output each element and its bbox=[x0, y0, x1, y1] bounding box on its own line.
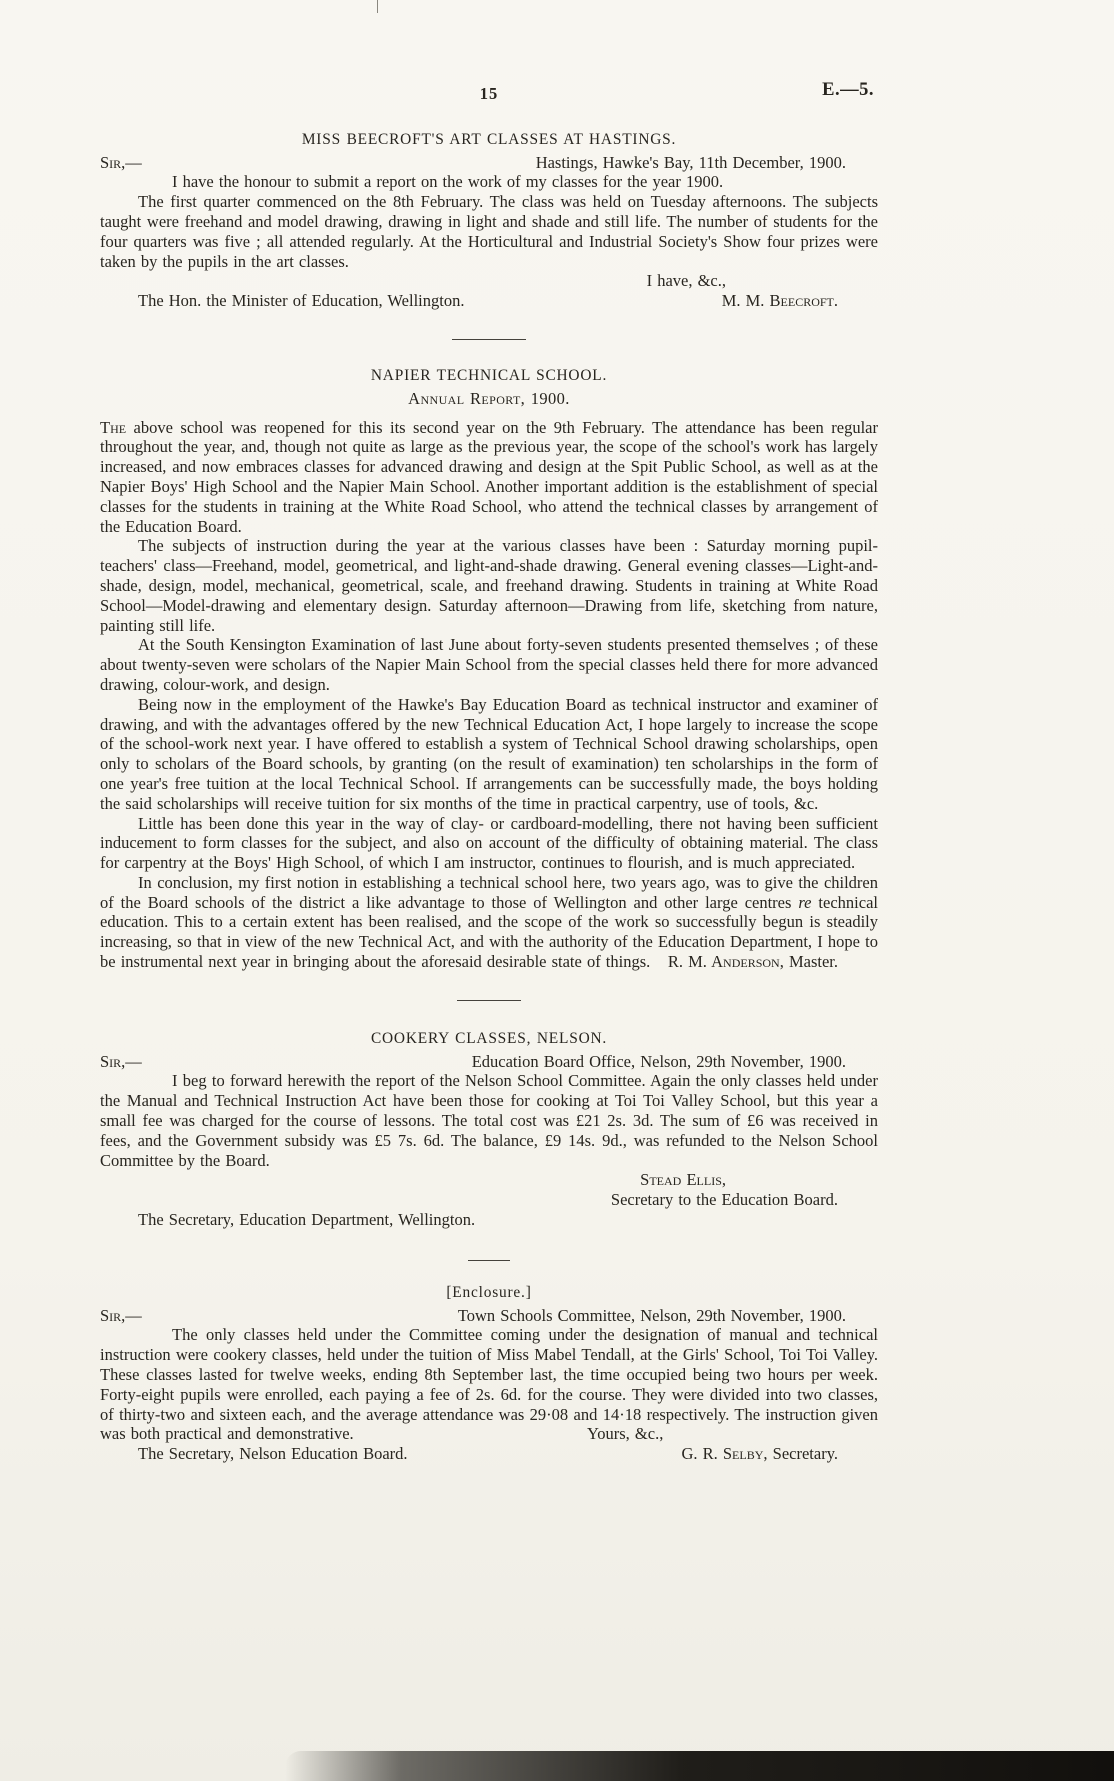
signature bbox=[668, 952, 838, 972]
section-heading: [Enclosure.] bbox=[446, 1283, 532, 1301]
scan-artifact-mark bbox=[377, 0, 378, 13]
section-subheading: Annual Report, 1900. bbox=[408, 388, 570, 408]
paragraph: Little has been done this year in the way of clay- or cardboard-modelling, there not having been sufficient inducement to form classes for the subject, and also on account of the difficulty of obtaining material. The class for carpentry at the Boys' High School, of which I am instructor, continues to flourish, and is much appreciated. bbox=[100, 813, 878, 873]
section-divider bbox=[468, 1260, 510, 1261]
page-number: 15 bbox=[479, 84, 499, 103]
section-napier bbox=[100, 366, 878, 972]
signature-row bbox=[100, 1444, 878, 1464]
paragraph-text: above school was reopened for this its second year on the 9th February. The attendance has been regular throughout the year, and, though not quite as large as the previous year, the scope of the school's work has largely increased, and now embraces classes for advanced drawing and design at the Spit Public School, as well as at the Napier Boys' High School and the Napier Main School. Another important addition is the establishment of special classes for the students in training at the White Road School, who attend the technical classes by arrangement of the Education Board. bbox=[100, 417, 878, 536]
scan-shadow-artifact bbox=[285, 1751, 1114, 1781]
signature: M. M. Beecroft. bbox=[721, 291, 838, 311]
section-cookery bbox=[100, 1029, 878, 1230]
paragraph: The subjects of instruction during the year at the various classes have been : Saturday morning pupil-teachers' class—Freehand, model, geometrical, and light-and-shade drawing. General evening classes—Light-and-shade, design, model, mechanical, geometrical, scale, and freehand drawing. Students in training at White Road School—Model-drawing and elementary design. Saturday afternoon—Drawing from life, sketching from nature, painting still life. bbox=[100, 536, 878, 635]
paragraph: Being now in the employment of the Hawke's Bay Education Board as technical instructor and examiner of drawing, and with the advantages offered by the new Technical Education Act, I hope largely to increase the scope of the school-work next year. I have offered to establish a system of Technical School drawing scholarships, open only to scholars of the Board schools, by granting (on the result of examination) ten scholarships in the form of one year's free tuition at the local Technical School. If arrangements can be successfully made, the boys holding the said scholarships will receive tuition for six months of the time in practical carpentry, use of tools, &c. bbox=[100, 694, 878, 813]
small-caps-lead: The bbox=[100, 417, 127, 437]
closing-paragraph-wrap bbox=[100, 873, 878, 972]
salutation: Sir,— bbox=[100, 1305, 142, 1325]
signature-role: Secretary to the Education Board. bbox=[610, 1190, 838, 1210]
valediction: Yours, &c., bbox=[587, 1424, 664, 1444]
section-heading: NAPIER TECHNICAL SCHOOL. bbox=[370, 366, 608, 384]
salutation-row bbox=[100, 1306, 878, 1326]
addressee: The Secretary, Education Department, Wellington. bbox=[138, 1210, 476, 1230]
section-divider bbox=[457, 1000, 521, 1001]
signature-name: R. M. Anderson, bbox=[667, 952, 784, 972]
section-beecroft bbox=[100, 130, 878, 311]
dateline: Town Schools Committee, Nelson, 29th November, 1900. bbox=[457, 1305, 846, 1325]
paragraph: At the South Kensington Examination of last June about forty-seven students presented themselves ; of these about twenty-seven were scholars of the Napier Main School from the special classes held there for more advanced drawing, colour-work, and design. bbox=[100, 635, 878, 694]
paragraph-text: technical education. This to a certain extent has been realised, and the scope of the work so successfully begun is steadily increasing, so that in view of the new Technical Act, and with the authority of the Education Department, I hope to be instrumental next year in bringing about the aforesaid desirable state of things. bbox=[100, 892, 878, 972]
paragraph: I have the honour to submit a report on the work of my classes for the year 1900. bbox=[172, 172, 724, 192]
salutation-row bbox=[100, 1052, 878, 1072]
paragraph: The only classes held under the Committee coming under the designation of manual and technical instruction were cookery classes, held under the tuition of Miss Mabel Tendall, at the Girls' School, Toi Toi Valley. These classes lasted for twelve weeks, ending 8th September last, the time occupied being two hours per week. Forty-eight pupils were enrolled, each paying a fee of 2s. 6d. for the course. They were divided into two classes, of thirty-two and sixteen each, and the average attendance was 29·08 and 14·18 respectively. The instruction given was both practical and demonstrative. bbox=[100, 1325, 878, 1444]
salutation: Sir,— bbox=[100, 1051, 142, 1071]
signature bbox=[681, 1444, 838, 1464]
salutation: Sir,— bbox=[100, 152, 142, 172]
signature-name: G. R. Selby, bbox=[681, 1444, 768, 1464]
paragraph bbox=[100, 418, 878, 537]
dateline: Education Board Office, Nelson, 29th November, 1900. bbox=[471, 1051, 846, 1071]
section-heading: MISS BEECROFT'S ART CLASSES AT HASTINGS. bbox=[301, 130, 677, 148]
italic-word: re bbox=[798, 892, 812, 912]
addressee: The Hon. the Minister of Education, Wellington. bbox=[138, 291, 465, 311]
page-header bbox=[100, 80, 878, 104]
dateline: Hastings, Hawke's Bay, 11th December, 1900. bbox=[535, 152, 846, 172]
salutation-row bbox=[100, 153, 878, 173]
signature-role: Secretary. bbox=[767, 1444, 838, 1464]
paragraph: I beg to forward herewith the report of the Nelson School Committee. Again the only classes held under the Manual and Technical Instruction Act have been those for cooking at Toi Toi Valley School, but this year a small fee was charged for the course of lessons. The total cost was £21 2s. 3d. The sum of £6 was received in fees, and the Government subsidy was £5 7s. 6d. The balance, £9 14s. 9d., was refunded to the Nelson School Committee by the Board. bbox=[100, 1071, 878, 1170]
page-content bbox=[100, 80, 878, 1464]
section-enclosure bbox=[100, 1283, 878, 1464]
paper-reference: E.—5. bbox=[822, 80, 874, 100]
signature-row bbox=[100, 291, 878, 311]
closing-paragraph-wrap bbox=[100, 1325, 878, 1444]
section-heading: COOKERY CLASSES, NELSON. bbox=[370, 1029, 608, 1047]
addressee: The Secretary, Nelson Education Board. bbox=[138, 1444, 408, 1464]
signature-name: Stead Ellis, bbox=[640, 1170, 726, 1190]
paragraph-text: In conclusion, my first notion in establishing a technical school here, two years ago, was to give the children of the Board schools of the district a like advantage to those of Wellington and other large centres bbox=[100, 872, 878, 912]
paragraph: The first quarter commenced on the 8th February. The class was held on Tuesday afternoons. The subjects taught were freehand and model drawing, drawing in light and shade and still life. The number of students for the four quarters was five ; all attended regularly. At the Horticultural and Industrial Society's Show four prizes were taken by the pupils in the art classes. bbox=[100, 192, 878, 271]
signature-role: Master. bbox=[783, 952, 838, 972]
valediction: I have, &c., bbox=[646, 271, 726, 291]
section-divider bbox=[452, 339, 526, 340]
